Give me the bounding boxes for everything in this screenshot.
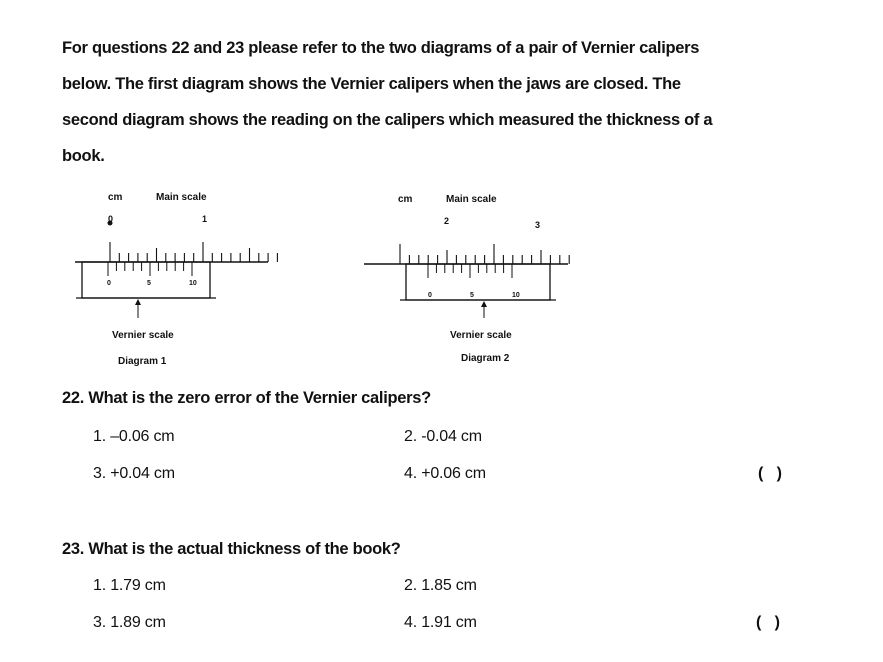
main-scale-number: 1 — [202, 214, 208, 224]
unit-label: cm — [108, 192, 123, 203]
intro-line: second diagram shows the reading on the calipers which measured the thickness of a — [62, 111, 713, 129]
main-scale-label: Main scale — [156, 192, 207, 203]
option-22-1: 1. –0.06 cm — [93, 428, 175, 445]
option-22-3: 3. +0.04 cm — [93, 465, 175, 482]
question-23: 23. What is the actual thickness of the book? — [62, 540, 401, 558]
vernier-caliper-drawing-1 — [70, 188, 280, 318]
main-scale-label: Main scale — [446, 194, 497, 205]
main-scale-number: 2 — [444, 216, 450, 226]
pointer-arrowhead — [135, 299, 141, 305]
vernier-scale-label: Vernier scale — [112, 330, 174, 341]
diagram-1 — [70, 188, 280, 373]
pointer-arrowhead — [481, 301, 487, 307]
question-22: 22. What is the zero error of the Vernier calipers? — [62, 389, 431, 407]
option-23-3: 3. 1.89 cm — [93, 614, 166, 631]
main-scale-number: 0 — [108, 214, 114, 224]
diagram-caption: Diagram 2 — [461, 353, 510, 364]
option-22-2: 2. -0.04 cm — [404, 428, 482, 445]
intro-line: For questions 22 and 23 please refer to the two diagrams of a pair of Vernier calipers — [62, 39, 700, 57]
option-23-1: 1. 1.79 cm — [93, 577, 166, 594]
unit-label: cm — [398, 194, 413, 205]
main-scale-number: 3 — [535, 220, 541, 230]
answer-box-23: ( ) — [756, 614, 780, 631]
vernier-number: 5 — [147, 280, 151, 287]
option-22-4: 4. +0.06 cm — [404, 465, 486, 482]
diagram-2 — [360, 188, 575, 373]
option-23-4: 4. 1.91 cm — [404, 614, 477, 631]
vernier-number: 10 — [512, 292, 520, 299]
intro-paragraph — [62, 30, 822, 174]
vernier-number: 5 — [470, 292, 474, 299]
vernier-scale-label: Vernier scale — [450, 330, 512, 341]
vernier-caliper-drawing-2 — [360, 188, 575, 318]
intro-line: book. — [62, 147, 105, 165]
vernier-number: 0 — [428, 292, 432, 299]
option-23-2: 2. 1.85 cm — [404, 577, 477, 594]
diagram-caption: Diagram 1 — [118, 356, 167, 367]
vernier-number: 10 — [189, 280, 197, 287]
intro-line: below. The first diagram shows the Vernier calipers when the jaws are closed. The — [62, 75, 681, 93]
answer-box-22: ( ) — [758, 465, 782, 482]
vernier-number: 0 — [107, 280, 111, 287]
